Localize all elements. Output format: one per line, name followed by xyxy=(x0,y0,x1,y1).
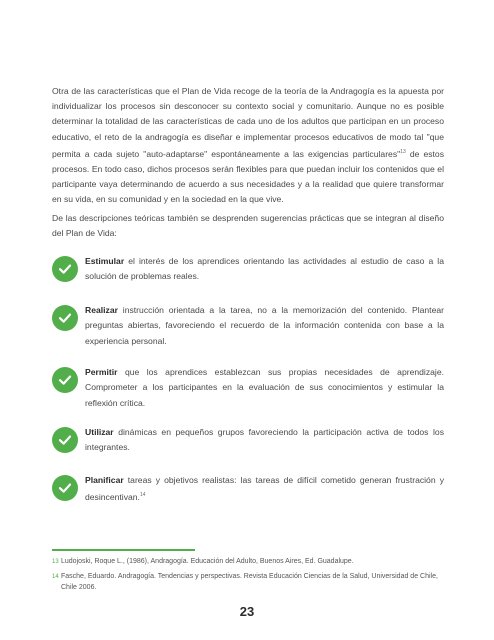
footnote-ref-13[interactable]: 13 xyxy=(400,148,406,155)
checklist-keyword: Permitir xyxy=(85,367,118,377)
checklist-description: tareas y objetivos realistas: las tareas de difícil cometido generan frustración y desincentivan. xyxy=(85,475,444,503)
second-paragraph: De las descripciones teóricas también se desprenden sugerencias prácticas que se integran al diseño del Plan de Vida: xyxy=(52,213,444,239)
footnote xyxy=(52,557,444,568)
intro-paragraph xyxy=(52,84,444,207)
checklist-item-text xyxy=(85,365,444,411)
checklist-item xyxy=(52,475,444,515)
check-circle-icon xyxy=(52,256,78,282)
checklist-description: el interés de los aprendices orientando las actividades al estudio de caso a la solución de problemas reales. xyxy=(85,256,444,282)
checklist-item-text xyxy=(85,254,444,285)
checklist-description: que los aprendices establezcan sus propias necesidades de aprendizaje. Comprometer a los participantes en la evaluación de sus conocimientos y estimular la reflexión crítica. xyxy=(85,367,444,408)
checklist-item xyxy=(52,256,444,296)
checklist-keyword: Estimular xyxy=(85,256,125,266)
footnote-text: Ludojoski, Roque L., (1986), Andragogía. Educación del Adulto, Buenos Aires, Ed. Guadalupe. xyxy=(61,558,354,565)
checklist-item xyxy=(52,305,444,345)
check-circle-icon xyxy=(52,367,78,393)
checklist-item-text xyxy=(85,473,444,506)
checklist-item xyxy=(52,367,444,407)
checklist-description: instrucción orientada a la tarea, no a la memorización del contenido. Plantear preguntas abiertas, favoreciendo el recuerdo de la información contenida con base a la experiencia personal. xyxy=(85,305,444,346)
checklist-keyword: Planificar xyxy=(85,475,124,485)
footnote-ref-14[interactable]: 14 xyxy=(139,492,146,499)
intro-paragraph-text: Otra de las características que el Plan de Vida recoge de la teoría de la Andragogía es la apuesta por individualizar los procesos sin desconocer su contexto social y comunitario. Aunque no es posible determinar la totalidad de las características de cada uno de los adultos que participan en un proceso educativo, el reto de la andragogía es diseñar e implementar procesos educativos de modo tal "que permita a cada sujeto "auto-adaptarse" espontáneamente a las exigencias particulares" xyxy=(52,86,444,159)
checklist-description: dinámicas en pequeños grupos favoreciendo la participación activa de todos los integrantes. xyxy=(85,427,444,453)
checklist-item xyxy=(52,427,444,467)
intro-paragraph-text-cont: de estos procesos. En todo caso, dichos procesos serán flexibles para que puedan incluir los contenidos que el participante vaya determinando de acuerdo a sus necesidades y a la realidad que quiere transformar en su vida, en su comunidad y en la sociedad en la que vive. xyxy=(52,148,444,205)
check-circle-icon xyxy=(52,475,78,501)
checklist-keyword: Realizar xyxy=(85,305,118,315)
checklist-item-text xyxy=(85,425,444,456)
footnote-divider xyxy=(52,549,195,551)
check-circle-icon xyxy=(52,305,78,331)
footnote-number: 14 xyxy=(52,574,59,580)
footnote xyxy=(52,572,444,593)
footnote-text: Fasche, Eduardo. Andragogía. Tendencias y perspectivas. Revista Educación Ciencias de la Salud, Universidad de Chile, Chile 2006. xyxy=(61,573,438,591)
check-circle-icon xyxy=(52,427,78,453)
footnote-number: 13 xyxy=(52,559,59,565)
page-number: 23 xyxy=(239,604,255,619)
checklist-item-text xyxy=(85,303,444,349)
checklist-keyword: Utilizar xyxy=(85,427,114,437)
